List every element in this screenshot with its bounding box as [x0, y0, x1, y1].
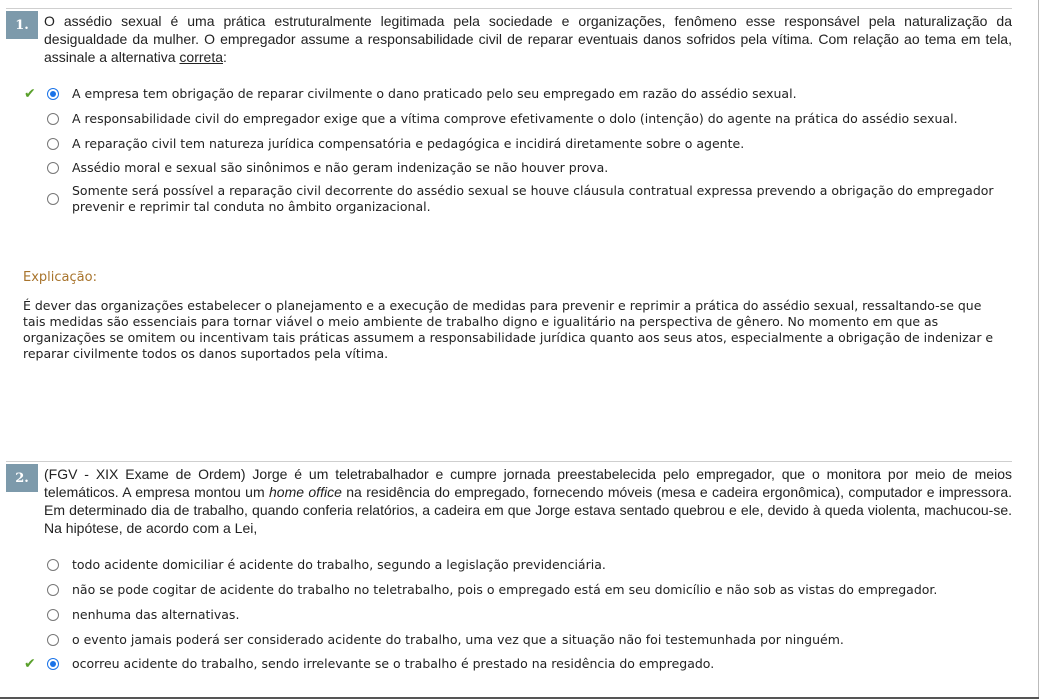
check-icon: ✔ [24, 86, 36, 102]
radio-selected[interactable] [47, 658, 59, 670]
option-label: nenhuma das alternativas. [72, 607, 240, 622]
radio-button[interactable] [47, 609, 59, 621]
underlined-word: correta [179, 49, 223, 65]
explanation-title: Explicação: [23, 270, 97, 285]
option-label: o evento jamais poderá ser considerado acidente do trabalho, uma vez que a situação não foi testemunhada por ninguém. [72, 632, 844, 647]
radio-button[interactable] [47, 584, 59, 596]
radio-button[interactable] [47, 113, 59, 125]
option-label: A reparação civil tem natureza jurídica compensatória e pedagógica e incidirá diretamente sobre o agente. [72, 136, 745, 151]
radio-button[interactable] [47, 193, 59, 205]
question-number-badge: 2. [6, 464, 38, 492]
option-label: Assédio moral e sexual são sinônimos e não geram indenização se não houver prova. [72, 160, 609, 175]
question-header [6, 8, 1012, 65]
option-label: A responsabilidade civil do empregador exige que a vítima comprove efetivamente o dolo (intenção) do agente na prática do assédio sexual. [72, 111, 958, 126]
question-text: (FGV - XIX Exame de Ordem) Jorge é um teletrabalhador e cumpre jornada preestabelecida pelo empregador, que o monitora por meio de meios telemáticos. A empresa montou um home office na residência do empregado, fornecendo móveis (mesa e cadeira ergonômica), computador e impressora. Em determinado dia de trabalho, quando conferia relatórios, a cadeira em que Jorge estava sentado quebrou e ele, devido à queda violenta, machucou-se. Na hipótese, de acordo com a Lei, [44, 466, 1013, 536]
italic-term: home office [269, 484, 342, 500]
radio-button[interactable] [47, 634, 59, 646]
radio-button[interactable] [47, 559, 59, 571]
option-label: todo acidente domiciliar é acidente do trabalho, segundo a legislação previdenciária. [72, 557, 606, 572]
radio-button[interactable] [47, 138, 59, 150]
option-label: Somente será possível a reparação civil decorrente do assédio sexual se houve cláusula contratual expressa prevendo a obrigação do empregador prevenir e reprimir tal conduta no âmbito organizacional. [72, 183, 994, 214]
check-icon: ✔ [24, 656, 36, 672]
radio-selected[interactable] [47, 88, 59, 100]
option-label: ocorreu acidente do trabalho, sendo irrelevante se o trabalho é prestado na residência do empregado. [72, 656, 715, 671]
option-label: não se pode cogitar de acidente do trabalho no teletrabalho, pois o empregado está em seu domicílio e não sob as vistas do empregador. [72, 582, 938, 597]
question-text: O assédio sexual é uma prática estruturalmente legitimada pela sociedade e organizações, fenômeno esse responsável pela naturalização da desigualdade da mulher. O empregador assume a responsabilidade civil de reparar eventuais danos sofridos pela vítima. Com relação ao tema em tela, assinale a alternativa correta: [44, 13, 1012, 65]
option-label: A empresa tem obrigação de reparar civilmente o dano praticado pelo seu empregado em razão do assédio sexual. [72, 86, 797, 101]
explanation-body: É dever das organizações estabelecer o planejamento e a execução de medidas para prevenir e reprimir a prática do assédio sexual, ressaltando-se que tais medidas são essenciais para tornar viável o meio ambiente de trabalho digno e igualitário na perspectiva de gênero. No momento em que as organizações se omitem ou incentivam tais práticas assumem a responsabilidade jurídica quanto aos seus atos, especialmente a obrigação de indenizar e reparar civilmente todos os danos suportados pela vítima. [23, 298, 994, 361]
question-number-badge: 1. [6, 11, 38, 39]
question-header [6, 461, 1013, 536]
radio-button[interactable] [47, 162, 59, 174]
